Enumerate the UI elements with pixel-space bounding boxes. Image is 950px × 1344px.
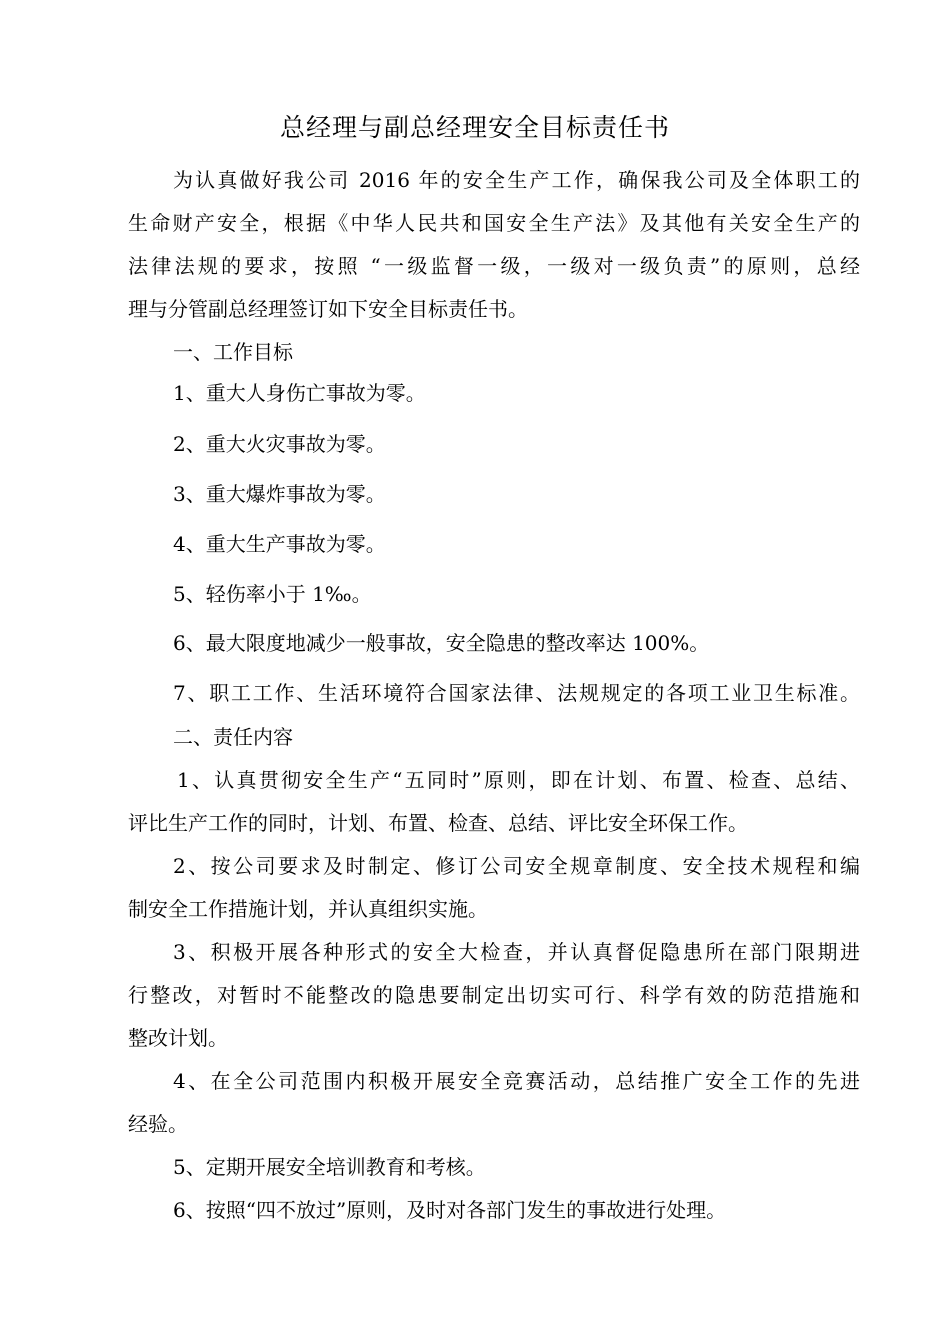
goal-item-5: 5、轻伤率小于 1‰。 bbox=[173, 582, 372, 606]
responsibility-2-line-2: 制安全工作措施计划，并认真组织实施。 bbox=[128, 897, 488, 921]
responsibility-3-line-1: 3、积极开展各种形式的安全大检查，并认真督促隐患所在部门限期进 bbox=[173, 940, 860, 964]
intro-line-3: 法律法规的要求，按照 “一级监督一级，一级对一级负责”的原则，总经 bbox=[128, 254, 860, 278]
responsibility-4-line-1: 4、在全公司范围内积极开展安全竞赛活动，总结推广安全工作的先进 bbox=[173, 1069, 860, 1093]
goal-item-4: 4、重大生产事故为零。 bbox=[173, 532, 386, 556]
intro-line-2: 生命财产安全，根据《中华人民共和国安全生产法》及其他有关安全生产的 bbox=[128, 211, 860, 235]
responsibility-2-line-1: 2、按公司要求及时制定、修订公司安全规章制度、安全技术规程和编 bbox=[173, 854, 860, 878]
responsibility-3-line-2: 行整改，对暂时不能整改的隐患要制定出切实可行、科学有效的防范措施和 bbox=[128, 983, 860, 1007]
goal-item-1: 1、重大人身伤亡事故为零。 bbox=[173, 381, 426, 405]
intro-line-4: 理与分管副总经理签订如下安全目标责任书。 bbox=[128, 297, 528, 321]
goal-item-2: 2、重大火灾事故为零。 bbox=[173, 432, 386, 456]
section-heading-goals: 一、工作目标 bbox=[173, 340, 293, 364]
document-title: 总经理与副总经理安全目标责任书 bbox=[279, 113, 670, 142]
responsibility-5: 5、定期开展安全培训教育和考核。 bbox=[173, 1155, 486, 1179]
goal-item-7: 7、职工工作、生活环境符合国家法律、法规规定的各项工业卫生标准。 bbox=[173, 681, 860, 705]
goal-item-3: 3、重大爆炸事故为零。 bbox=[173, 482, 386, 506]
responsibility-6: 6、按照“四不放过”原则，及时对各部门发生的事故进行处理。 bbox=[173, 1198, 727, 1222]
responsibility-3-line-3: 整改计划。 bbox=[128, 1026, 228, 1050]
responsibility-1-line-1: 1、认真贯彻安全生产“五同时”原则，即在计划、布置、检查、总结、 bbox=[177, 768, 860, 792]
responsibility-4-line-2: 经验。 bbox=[128, 1112, 188, 1136]
goal-item-6: 6、最大限度地减少一般事故，安全隐患的整改率达 100%。 bbox=[173, 631, 710, 655]
responsibility-1-line-2: 评比生产工作的同时，计划、布置、检查、总结、评比安全环保工作。 bbox=[128, 811, 748, 835]
intro-line-1: 为认真做好我公司 2016 年的安全生产工作，确保我公司及全体职工的 bbox=[173, 168, 860, 192]
section-heading-responsibilities: 二、责任内容 bbox=[173, 725, 293, 749]
